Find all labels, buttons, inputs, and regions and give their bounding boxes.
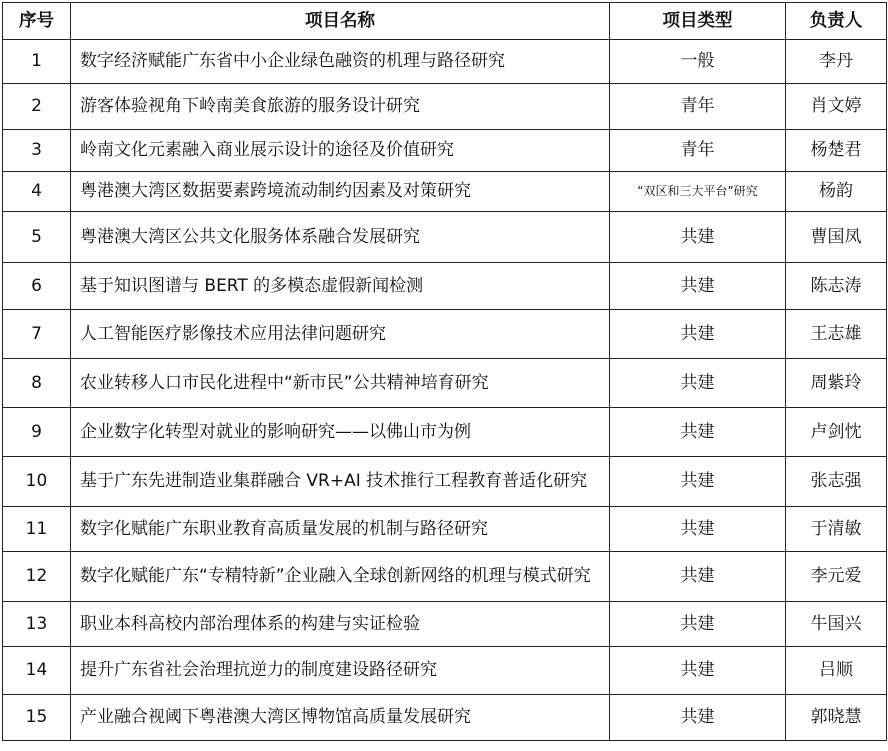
row-project-type: 共建 <box>610 552 786 602</box>
row-project-name: 企业数字化转型对就业的影响研究——以佛山市为例 <box>71 408 610 457</box>
row-number: 9 <box>3 408 71 457</box>
row-project-type: 共建 <box>610 310 786 359</box>
row-number: 14 <box>3 647 71 695</box>
row-project-name: 数字经济赋能广东省中小企业绿色融资的机理与路径研究 <box>71 40 610 84</box>
row-project-type: 共建 <box>610 212 786 263</box>
row-leader: 王志雄 <box>786 310 887 359</box>
row-leader: 肖文婷 <box>786 84 887 130</box>
row-leader: 卢剑忱 <box>786 408 887 457</box>
row-project-type: “双区和三大平台”研究 <box>610 172 786 212</box>
row-project-name: 岭南文化元素融入商业展示设计的途径及价值研究 <box>71 130 610 172</box>
row-project-name: 农业转移人口市民化进程中“新市民”公共精神培育研究 <box>71 359 610 408</box>
row-number: 6 <box>3 263 71 310</box>
row-leader: 牛国兴 <box>786 602 887 647</box>
table-row <box>3 408 887 457</box>
table-row <box>3 263 887 310</box>
project-table <box>2 2 887 741</box>
row-project-type: 共建 <box>610 647 786 695</box>
row-number: 3 <box>3 130 71 172</box>
table-row <box>3 507 887 552</box>
row-leader: 于清敏 <box>786 507 887 552</box>
row-project-name: 产业融合视阈下粤港澳大湾区博物馆高质量发展研究 <box>71 695 610 741</box>
row-project-name: 人工智能医疗影像技术应用法律问题研究 <box>71 310 610 359</box>
table-row <box>3 647 887 695</box>
row-project-name: 数字化赋能广东职业教育高质量发展的机制与路径研究 <box>71 507 610 552</box>
row-number: 1 <box>3 40 71 84</box>
table-row <box>3 695 887 741</box>
row-project-type: 一般 <box>610 40 786 84</box>
table-row <box>3 40 887 84</box>
table-row <box>3 212 887 263</box>
row-leader: 陈志涛 <box>786 263 887 310</box>
row-number: 15 <box>3 695 71 741</box>
row-project-type: 共建 <box>610 359 786 408</box>
table-row <box>3 130 887 172</box>
row-project-type: 共建 <box>610 457 786 507</box>
header-row <box>3 3 887 40</box>
row-number: 12 <box>3 552 71 602</box>
row-leader: 郭晓慧 <box>786 695 887 741</box>
header-project-name: 项目名称 <box>71 3 610 40</box>
row-number: 2 <box>3 84 71 130</box>
row-project-type: 共建 <box>610 602 786 647</box>
row-project-name: 基于知识图谱与 BERT 的多模态虚假新闻检测 <box>71 263 610 310</box>
row-leader: 李元爱 <box>786 552 887 602</box>
row-leader: 李丹 <box>786 40 887 84</box>
row-project-name: 数字化赋能广东“专精特新”企业融入全球创新网络的机理与模式研究 <box>71 552 610 602</box>
row-project-type: 青年 <box>610 130 786 172</box>
row-number: 13 <box>3 602 71 647</box>
row-number: 4 <box>3 172 71 212</box>
row-project-name: 基于广东先进制造业集群融合 VR+AI 技术推行工程教育普适化研究 <box>71 457 610 507</box>
row-project-name: 粤港澳大湾区数据要素跨境流动制约因素及对策研究 <box>71 172 610 212</box>
row-leader: 杨楚君 <box>786 130 887 172</box>
row-leader: 杨韵 <box>786 172 887 212</box>
row-number: 5 <box>3 212 71 263</box>
row-project-type: 共建 <box>610 263 786 310</box>
table-row <box>3 457 887 507</box>
row-number: 8 <box>3 359 71 408</box>
row-leader: 周紫玲 <box>786 359 887 408</box>
header-number: 序号 <box>3 3 71 40</box>
row-number: 10 <box>3 457 71 507</box>
header-project-type: 项目类型 <box>610 3 786 40</box>
row-project-type: 共建 <box>610 507 786 552</box>
row-leader: 吕顺 <box>786 647 887 695</box>
row-leader: 张志强 <box>786 457 887 507</box>
row-project-name: 游客体验视角下岭南美食旅游的服务设计研究 <box>71 84 610 130</box>
table-row <box>3 84 887 130</box>
row-project-type: 共建 <box>610 695 786 741</box>
row-number: 11 <box>3 507 71 552</box>
row-project-name: 职业本科高校内部治理体系的构建与实证检验 <box>71 602 610 647</box>
table-row <box>3 172 887 212</box>
header-leader: 负责人 <box>786 3 887 40</box>
table-row <box>3 602 887 647</box>
row-project-type: 青年 <box>610 84 786 130</box>
row-project-name: 提升广东省社会治理抗逆力的制度建设路径研究 <box>71 647 610 695</box>
row-number: 7 <box>3 310 71 359</box>
table-row <box>3 310 887 359</box>
row-leader: 曹国凤 <box>786 212 887 263</box>
table-row <box>3 552 887 602</box>
row-project-name: 粤港澳大湾区公共文化服务体系融合发展研究 <box>71 212 610 263</box>
table-row <box>3 359 887 408</box>
row-project-type: 共建 <box>610 408 786 457</box>
